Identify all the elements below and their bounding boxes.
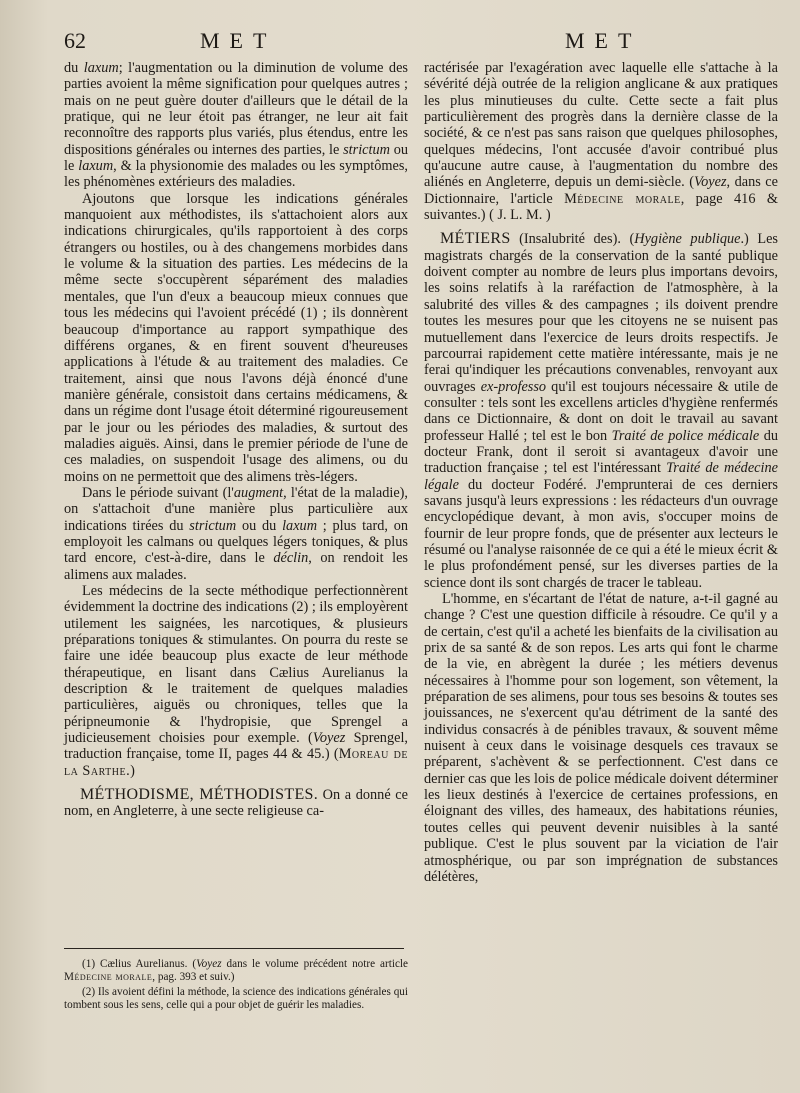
article-entry: MÉTIERS (Insalubrité des). (Hygiène publique.) Les magistrats chargés de la conservation de la santé publique doivent compter au nombre de leurs plus importans devoirs, les soins relatifs à la raréfaction de l'atmosphère, à la salubrité des villes & des campagnes ; ils doivent prendre toutes les mesures pour que les citoyens ne se nuisent pas mutuellement dans l'exercice de leurs droits respectifs. Je parcourrai rapidement cette matière intéressante, mais je ne ferai qu'indiquer les précautions convenables, renvoyant aux ouvrages ex-professo qu'il est toujours nécessaire & utile de consulter : tels sont les excellens articles d'hygiène renfermés dans ce Dictionnaire, & dont on doit le travail au savant professeur Hallé ; tel est le bon Traité de police médicale du docteur Frank, dont il seroit si avantageux d'avoir une traduction française ; tel est l'intéressant Traité de médecine légale du docteur Fodéré. J'emprunterai de ces derniers savans jusqu'à leurs expressions : les rédacteurs d'un ouvrage encyclopédique devant, à mon avis, s'occuper moins de fournir de leur propre fonds, que de présenter aux lecteurs le résumé ou l'analyse raisonnée de ce qui a été le mieux écrit & le plus profondément pensé, sur les diverses parties de la science dont ils sont chargés de tracer le tableau.: [424, 230, 779, 591]
right-column: [424, 60, 778, 885]
footnotes: [64, 958, 408, 1014]
paragraph: Dans le période suivant (l'augment, l'état de la maladie), on s'attachoit d'une manière plus particulière aux indications tirées du strictum ou du laxum ; plus tard, on employoit les calmans ou quelques légers toniques, & plus tard encore, c'est-à-dire, dans le déclin, on rendoit les alimens aux malades.: [64, 484, 409, 583]
article-heading: MÉTIERS: [440, 230, 511, 248]
page-header: [60, 26, 780, 56]
paragraph: Ajoutons que lorsque les indications générales manquoient aux méthodistes, ils s'attachoient alors aux indications chirurgicales, qu'ils rapportoient à des corps étrangers ou hostiles, ou à des changemens morbides dans le volume & la situation des parties. Les médecins de la même secte s'occupèrent séparément des maladies mentales, que l'un d'eux a beaucoup mieux connues que tous les médecins qui l'avoient précédé (1) ; ils donnèrent beaucoup d'importance au rapport sympathique des différens organes, & en firent souvent d'heureuses applications à l'étude & au traitement des maladies. Ce traitement, ainsi que nous l'avons déjà énoncé d'une manière générale, consistoit dans certains médicamens, & dans un régime dont l'usage étoit déterminé rigoureusement par le jour ou les périodes des maladies, & surtout des maladies aiguës. Ainsi, dans le premier période de l'une de ces maladies, on suspendoit l'usage des alimens, ou du moins on ne permettoit que des alimens très-légers.: [64, 190, 408, 485]
page-number: 62: [64, 28, 86, 53]
paragraph: Les médecins de la secte méthodique perfectionnèrent évidemment la doctrine des indications (2) ; ils employèrent utilement les saignées, les narcotiques, & plusieurs préparations toniques & stimulantes. On pourra du reste se faire une idée beaucoup plus exacte de leur méthode thérapeutique, en lisant dans Cælius Aurelianus la description & le traitement de quelques maladies particulières, aiguës ou chroniques, telles que la péripneumonie & l'hydropisie, que Sprengel a judicieusement choisies pour exemple. (Voyez Sprengel, traduction française, tome II, pages 44 & 45.) (Moreau de la Sarthe.): [64, 583, 409, 779]
author-signature: Moreau de la Sarthe.: [64, 746, 409, 779]
running-head-right: MET: [565, 28, 642, 53]
paragraph: ractérisée par l'exagération avec laquelle elle s'attache à la sévérité déjà outrée de la religion anglicane & aux pratiques les plus minutieuses du culte. Cette secte a fait plus particulièrement des progrès dans la dernière classe de la société, & ce n'est pas sans raison que quelques philosophes, quelques médecins, l'ont accusée d'avoir contribué plus qu'aucune autre cause, à l'augmentation du nombre des aliénés en Angleterre, depuis un demi-siècle. (Voyez, dans ce Dictionnaire, l'article Médecine morale, page 416 & suivantes.) ( J. L. M. ): [424, 60, 778, 224]
paragraph: L'homme, en s'écartant de l'état de nature, a-t-il gagné au change ? C'est une question difficile à résoudre. Ce qu'il y a de certain, c'est qu'il a acheté les bienfaits de la civilisation au prix de sa santé & de son repos. Les arts qui font le charme de la vie, en abrègent la durée ; les métiers devenus nécessaires à l'homme pour son logement, son vêtement, la préparation de ses alimens, pour tous ses besoins & toutes ses jouissances, ne s'exercent qu'au détriment de la santé des individus consacrés à de pénibles travaux, & souvent même nuisent à ceux dans le voisinage desquels ces travaux se préparent, s'achèvent & se perfectionnent. C'est dans ce dernier cas que les lois de police médicale doivent déterminer les lieux destinés à l'exercice de certaines professions, en éloignant des villes, des hameaux, des habitations réunies, toutes celles qui peuvent devenir nuisibles à la santé publique. C'est le plus souvent par la viciation de l'air atmosphérique, ou par son imprégnation de substances délétères,: [424, 591, 778, 885]
running-head-left: MET: [200, 28, 277, 53]
footnote: (1) Cælius Aurelianus. (Voyez dans le volume précédent notre article Médecine morale, pag. 393 et suiv.): [64, 958, 408, 984]
footnote: (2) Ils avoient défini la méthode, la science des indications générales qui tombent sous les sens, celle qui a pour objet de guérir les maladies.: [64, 985, 408, 1012]
paragraph: du laxum; l'augmentation ou la diminution de volume des parties avoient la même signification pour quelques autres ; mais on ne peut guère douter d'ailleurs que le détail de la pratique, qui ne leur étoit pas étranger, ne leur ait fait reconnoître des rapports plus variés, plus étendus, entre les dispositions générales ou internes des parties, le strictum ou le laxum, & la physionomie des malades ou les symptômes, les phénomènes extérieurs des maladies.: [64, 60, 409, 191]
footnote-divider: [64, 948, 404, 949]
article-entry: MÉTHODISME, MÉTHODISTES. On a donné ce nom, en Angleterre, à une secte religieuse ca-: [64, 786, 408, 820]
left-column: [64, 60, 408, 820]
article-heading: MÉTHODISME, MÉTHODISTES.: [80, 786, 319, 804]
